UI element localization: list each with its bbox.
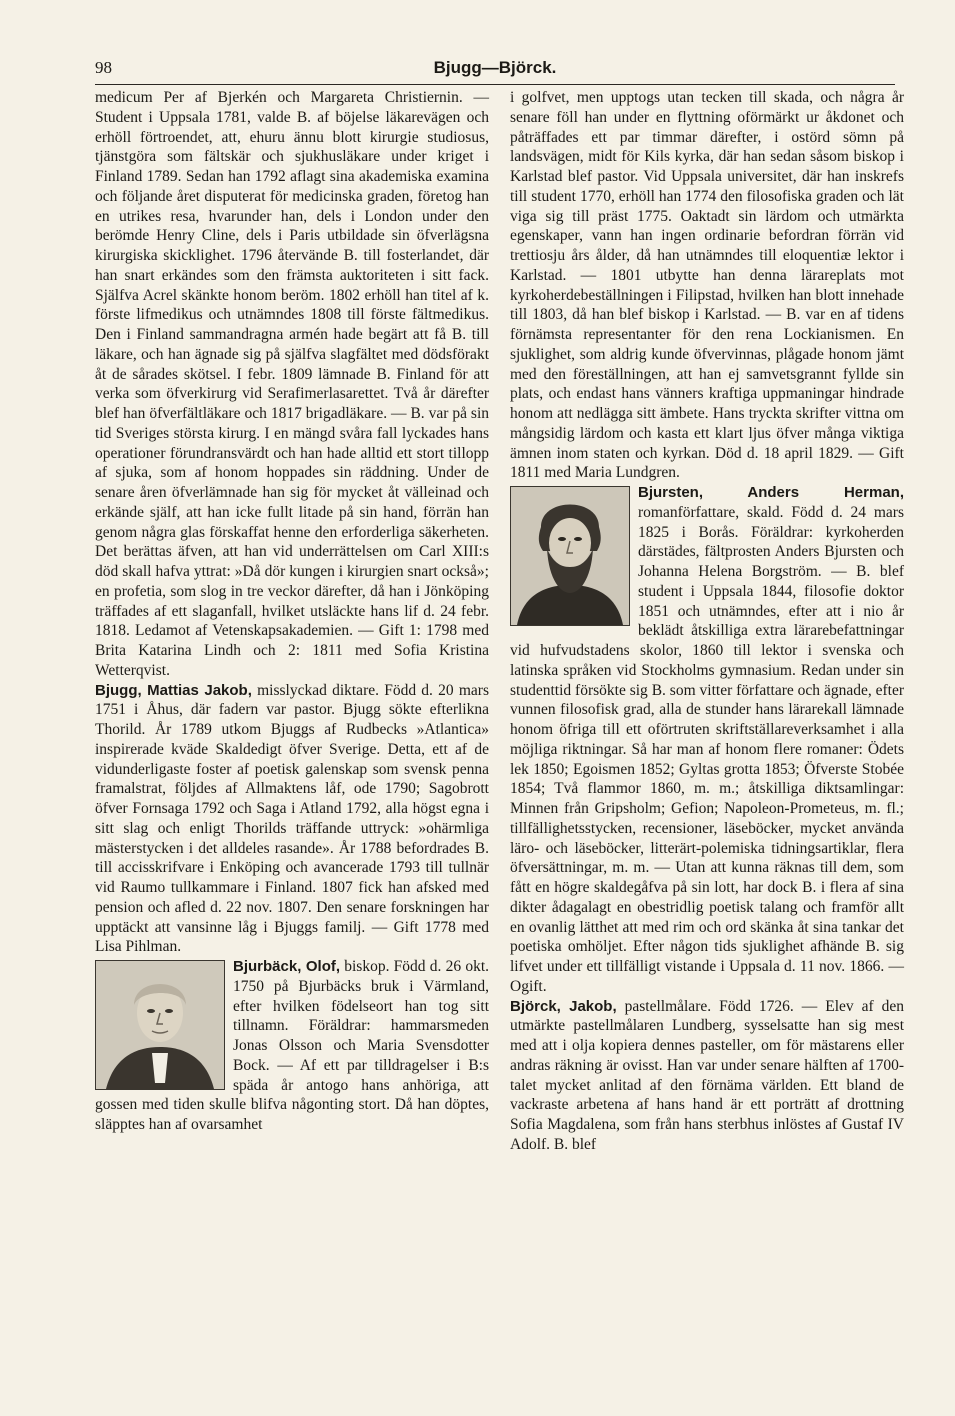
bjurback-text: biskop. Född d. 26 okt. 1750 på Bjurbäcks bruk i Värmland, efter hvilken födelseort han tog sitt tillnamn. Föräldrar: hammarsmeden Jonas Olsson och Maria Svensdotter Bock. — Af ett par tilldragelser i B:s späda år antogo hans anhöriga, att gossen med tiden skulle blifva någonting stort. Då han döptes, släpptes han af ovarsamhet [95,958,490,1133]
bjursten-portrait [510,486,630,626]
bjurback-portrait [95,960,225,1090]
bjorck-text: pastellmålare. Född 1726. — Elev af den utmärkte pastellmålaren Lundberg, sysselsatte han sig mest med att i olja kopiera dennes pasteller, om för mästarens eller andras räkning är ovisst. Han var under senare hälften af 1700-talet mycket anlitad af den förnäma världen. Ett bland de vackraste arbetena af hans hand är ett porträtt af drottning Sofia Magdalena, som från hans sterbhus inlöstes af Gustaf IV Adolf. B. blef [510,997,904,1153]
bjursten-headword: Bjursten, Anders Herman, [638,484,904,501]
bjerken-entry-continuation: medicum Per af Bjerkén och Margareta Christiernin. — Student i Uppsala 1781, valde B. af böjelse läkarevägen och erhöll förtroendet, att, ehuru ännu blott kirurgie studiosus, tjänstgöra som fältskär och sjukhusläkare under kriget i Finland 1789. Sedan han 1792 aflagt sina akademiska examina och följande året disputerat för medicinska graden, företog han en utrikes resa, hvarunder han, dels i London under den berömde Henry Cline, dels i Paris utbildade sin öfverlägsna kirurgiska skicklighet. 1796 återvände B. till fosterlandet, där han snart erkändes som den främsta auktoriteten i sitt fack. Själfva Acrel skänkte honom beröm. 1802 erhöll han titel af k. förste lifmedikus och utnämndes 1808 till förste fältmedikus. Den i Finland sammandragna armén hade begärt att få B. till läkare, och han ägnade sig på själfva slagfältet med dödsförakt åt de sårades skötsel. I febr. 1809 lämnade B. Finland för att verka som öfverkirurg vid Serafimerlasarettet. Två år därefter blef han öfverfältläkare och 1817 brigadläkare. — B. var på sin tid Sveriges största kirurg. I en mängd svåra fall lyckades hans operationer förundransvärdt och han hade alltid ett stort tillopp af sjuka, som af honom hoppades sin räddning. Under de senare åren öfverlämnade han sig för mycket åt välleinad och erkände själf, att han icke fullt litade på sin hand, förrän han genom några glas förskaffat henne den erforderliga säkerheten. Det berättas äfven, att han vid underrättelsen om Carl XIII:s död skall hafva yttrat: »Då dör kungen i kirurgien snart också»; en profetia, som slog in tre veckor därefter, då han i Jönköping träffades af ett slaganfall, hvilket utsläckte hans lif d. 24 febr. 1818. Ledamot af Vetenskapsakademien. — Gift 1: 1798 med Brita Katarina Lindh och 2: 1811 med Sofia Kristina Wetterqvist. [95,89,489,679]
bjugg-entry [95,681,489,958]
page-number: 98 [95,58,112,77]
bjurback-headword: Bjurbäck, Olof, [233,958,341,975]
left-column [95,88,489,1135]
bjugg-text: misslyckad diktare. Född d. 20 mars 1751 i Åhus, där fadern var pastor. Bjugg sökte efterlikna Thorild. År 1789 utkom Bjuggs af Rudbecks »Atlantica» inspirerade kväde Skaldedigt öfver Sverige. Detta, ett af de vidunderligaste foster af poetisk galenskap som svensk penna framalstrat, följdes af Allmaktens låf, ode 1790; Sagobrott öfver Fornsaga 1792 och Saga i Atland 1792, alla högst egna i sitt slag och enligt Thorilds träffande uttryck: »ohärmliga mästerstycken i det alldeles rasande». År 1788 befordrades B. till accisskrifvare i Enköping och avancerade 1793 till tullnär vid Raumo tullkammare i Finland. 1807 fick han afsked med pension och afled d. 22 nov. 1807. Den senare forskningen har upptäckt att vansinne låg i Bjuggs familj. — Gift 1778 med Lisa Pihlman. [95,681,489,956]
bjorck-entry [510,997,904,1155]
bjurback-entry [95,957,489,1135]
running-headwords: Bjugg—Björck. [433,58,557,77]
page-header [95,58,895,82]
bjursten-text: romanförfattare, skald. Född d. 24 mars 1825 i Borås. Föräldrar: kyrkoherden därstädes, fältprosten Anders Bjursten och Johanna Helena Borgström. — B. blef student i Uppsala 1844, filosofie doktor 1851 och utnämndes, efter att i nio år beklädt åtskilliga extra lärarebefattningar vid hufvudstadens skolor, 1860 till lektor i svenska och latinska språken vid Stockholms gymnasium. Redan under sin studenttid försökte sig B. som vitter författare och ägnade, efter vunnen filosofisk grad, alla de stunder hans lärarekall lämnade honom öfriga till ett oförtruten skriftställareverksamhet i alla möjliga riktningar. Så har man af honom flere romaner: Ödets lek 1850; Egoismen 1852; Gyltas grotta 1853; Öfverste Stobée 1854; Två flammor 1860, m. m.; åtskilliga diktsamlingar: Minnen från Gripsholm; Gefion; Napoleon-Prometeus, m. fl.; tillfällighetsstycken, recensioner, läseböcker, mycket använda läro- och läseböcker, litterärt-polemiska tidningsartiklar, flera öfversättningar, m. m. — Utan att kunna räknas till dem, som fått en högre skaldegåfva på sin lott, har dock B. i flera af sina dikter ådagalagt en obestridlig poetisk talang och framför allt en ovanlig lätthet att med rim och ord skänka åt sina tankar det poetiska omhöljet. Efter någon tids sjuklighet afhände B. sig lifvet under ett tillfälligt vistande i Uppsala d. 11 nov. 1866. — Ogift. [510,503,904,995]
bjugg-headword: Bjugg, Mattias Jakob, [95,681,252,699]
bjurback-entry-continuation: i golfvet, men upptogs utan tecken till skada, och några år senare föll han under en flyttning oförmärkt ur åkdonet och påträffades ett par timmar därefter, i ostörd sömn på landsvägen, midt för Kils kyrka, där han sedan såsom biskop i Karlstad blef pastor. Vid Uppsala universitet, där han inskrefs till student 1770, erhöll han 1774 den filosofiska graden och lät viga sig till präst 1775. Oaktadt sin lärdom och utmärkta egenskaper, vann han ingen ordinarie befordran förrän vid trettiosju års ålder, då han utnämndes till eloquentiæ lektor i Karlstad. — 1801 utbytte han denna lärareplats mot kyrkoherdebeställningen i Filipstad, hvilken han blott innehade till 1803, då han blef biskop i Karlstad. — B. var en af tidens förnämsta representanter för den rena Lockianismen. En sjuklighet, som aldrig kunde öfvervinnas, plågade honom jämt med den föreställningen, att han ej samvetsgrannt fyllde sin plats, och endast hans vänners kraftiga uppmaningar hindrade honom att nedlägga sitt ämbete. Hans tryckta skrifter vittna om mångsidig lärdom och kasta ett klart ljus öfver många viktiga ämnen inom staten och kyrkan. Död d. 18 april 1829. — Gift 1811 med Maria Lundgren. [510,89,904,482]
header-rule [95,84,895,85]
portrait-bjursten-image [511,487,629,625]
bjursten-entry [510,483,904,997]
portrait-bjurback-image [96,961,224,1089]
right-column [510,88,904,1155]
bjorck-headword: Björck, Jakob, [510,997,617,1015]
